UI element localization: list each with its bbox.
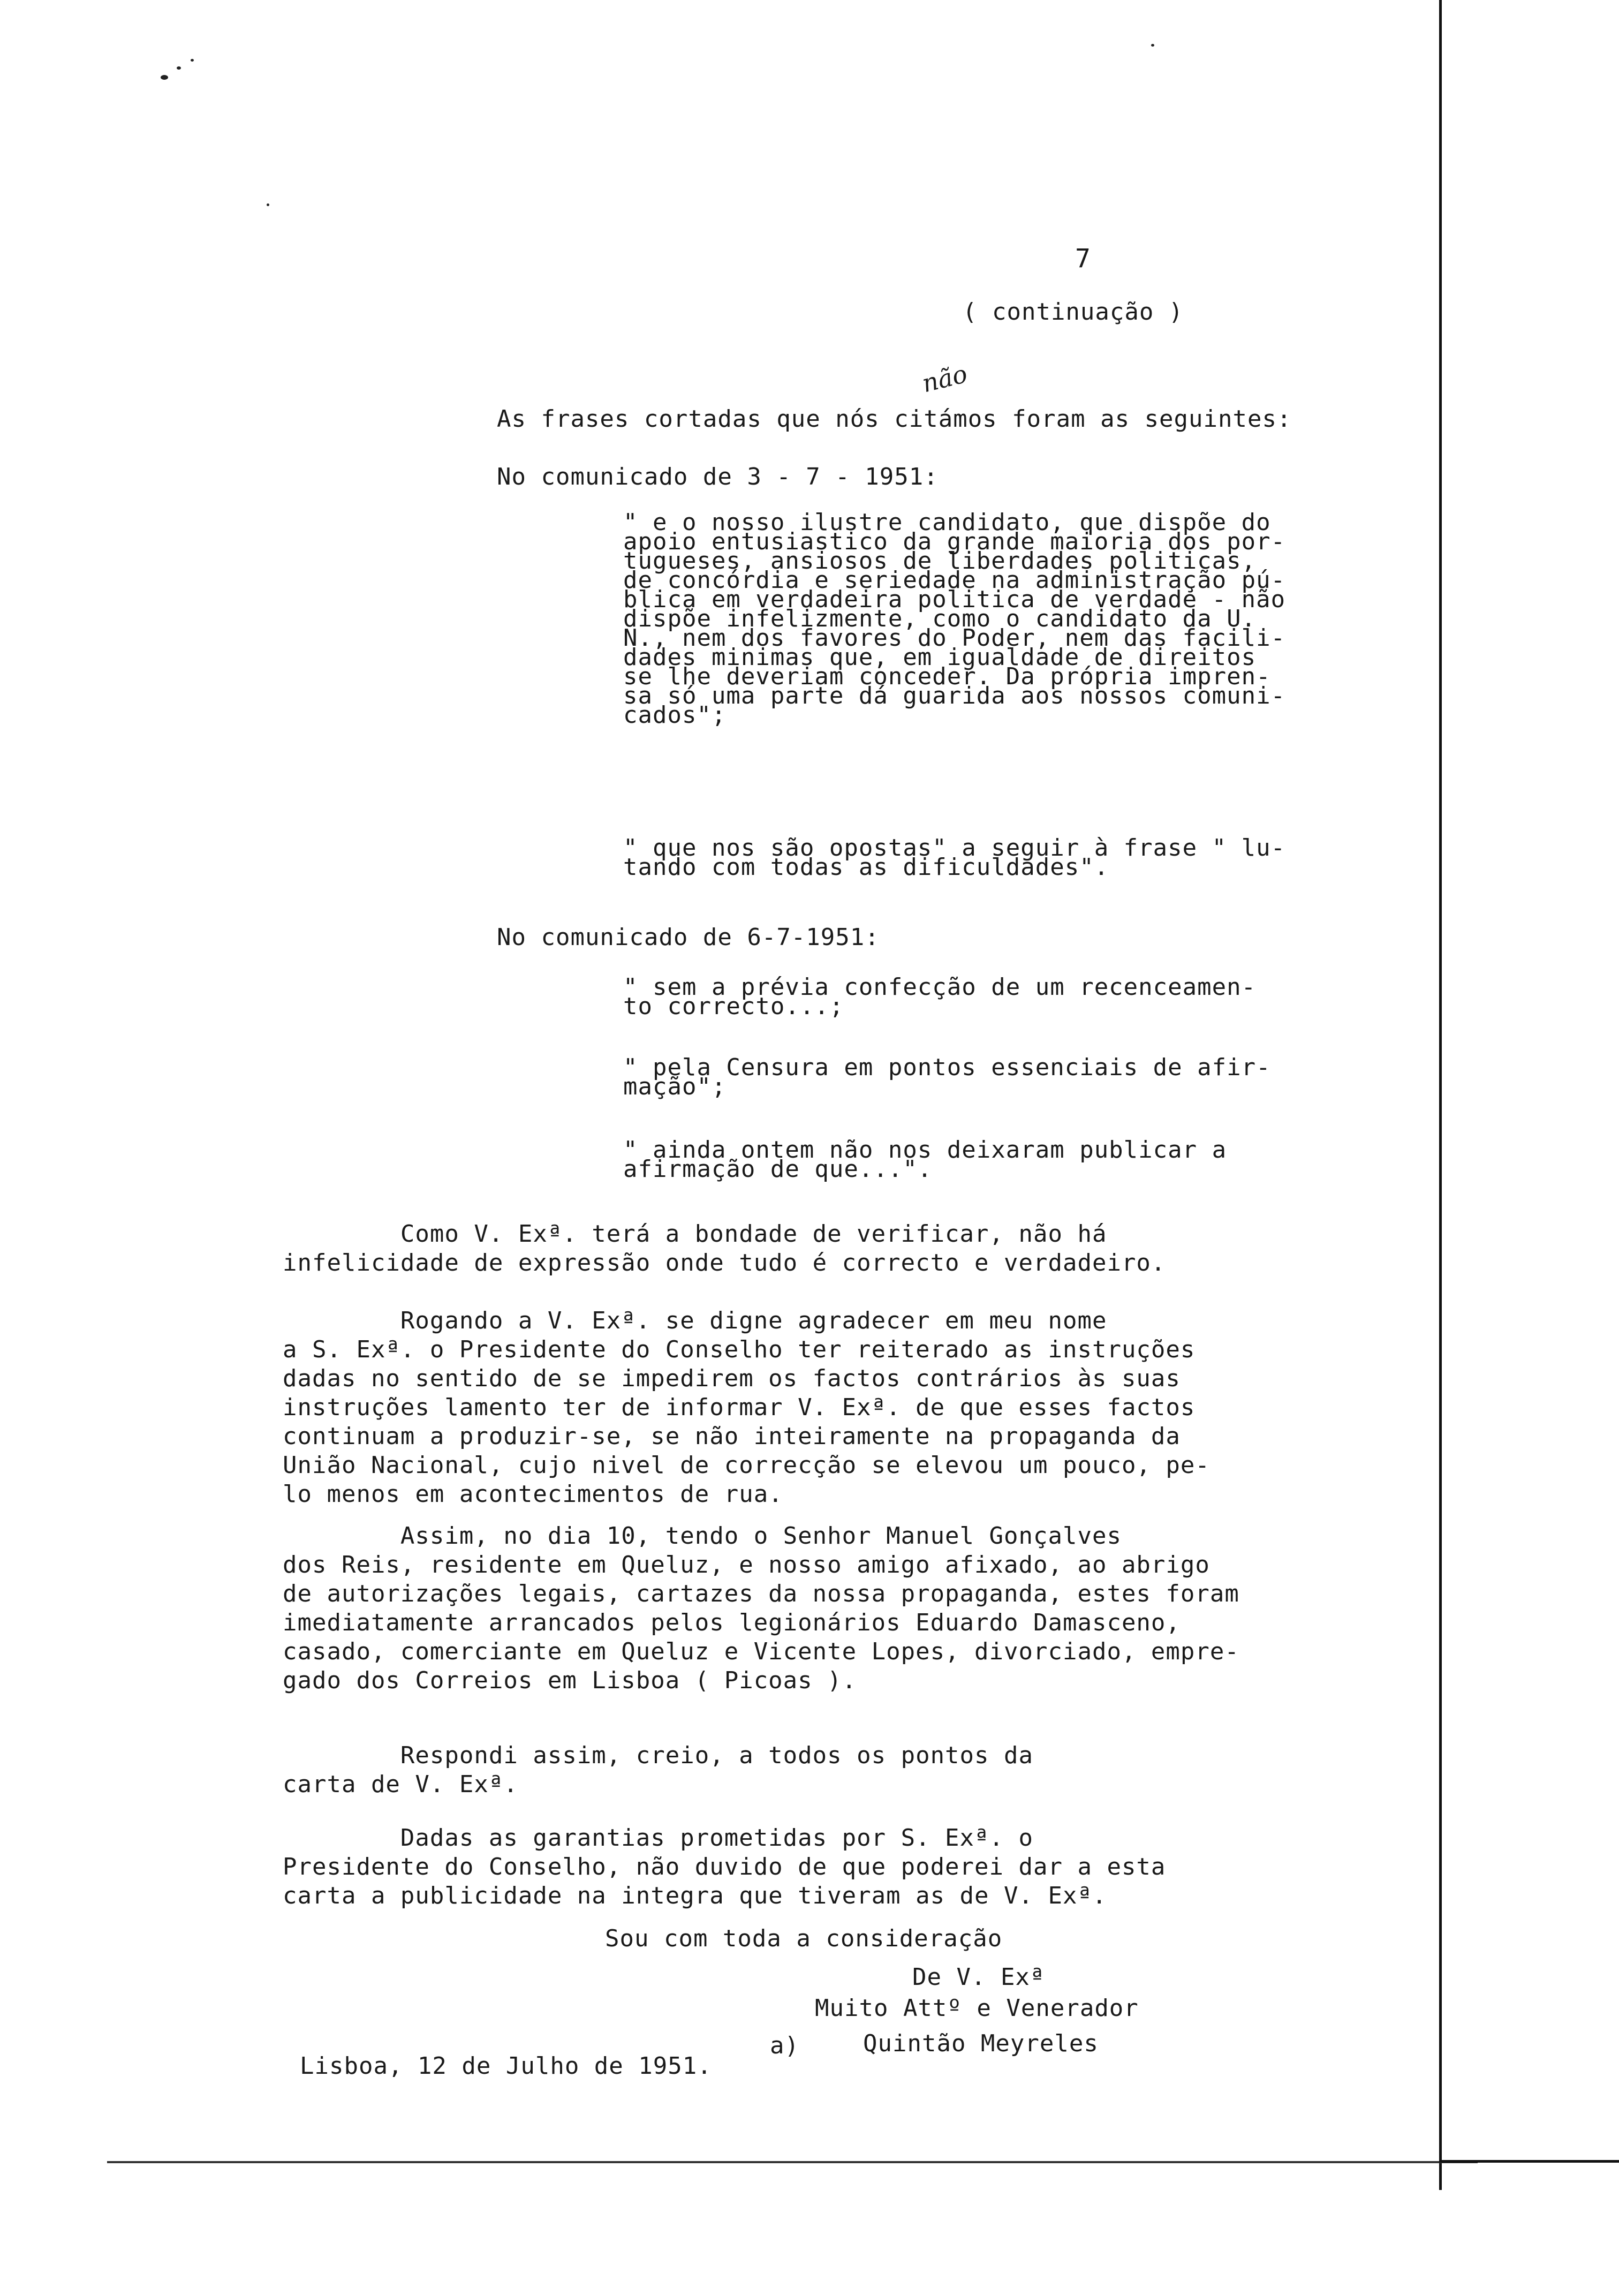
text-line: " que nos são opostas" a seguir à frase " lu- [623, 834, 1286, 862]
handwritten-insert: não [919, 359, 971, 398]
text-line: " sem a prévia confecção de um recenceamen- [623, 973, 1257, 1001]
text-line: N., nem dos favores do Poder, nem das facili- [623, 624, 1286, 652]
text-line: cados"; [623, 701, 727, 729]
text-line: Respondi assim, creio, a todos os pontos da [283, 1742, 1034, 1769]
ink-speck [161, 75, 168, 80]
text-line: apoio entusiastico da grande maioria dos por- [623, 528, 1286, 555]
text-line: carta de V. Exª. [283, 1771, 518, 1798]
text-line: Dadas as garantias prometidas por S. Exª. o [283, 1824, 1034, 1852]
text-line: dos Reis, residente em Queluz, e nosso amigo afixado, ao abrigo [283, 1551, 1210, 1578]
bottom-rule [107, 2161, 1478, 2163]
ink-speck [191, 59, 194, 62]
text-line: instruções lamento ter de informar V. Exª. de que esses factos [283, 1394, 1196, 1421]
text-line: dispõe infelizmente, como o candidato da U. [623, 605, 1257, 632]
continuation-label: ( continuação ) [963, 298, 1184, 326]
date-line: Lisboa, 12 de Julho de 1951. [300, 2052, 712, 2080]
text-line: imediatamente arrancados pelos legionários Eduardo Damasceno, [283, 1609, 1181, 1636]
communique-2-heading: No comunicado de 6-7-1951: [497, 924, 880, 951]
ink-speck [1151, 44, 1154, 47]
salutation: Sou com toda a consideração [605, 1925, 1003, 1952]
text-line: Presidente do Conselho, não duvido de que poderei dar a esta [283, 1853, 1166, 1880]
ink-speck [177, 66, 181, 70]
text-line: Como V. Exª. terá a bondade de verificar, não há [283, 1220, 1107, 1248]
text-line: Rogando a V. Exª. se digne agradecer em meu nome [283, 1307, 1107, 1334]
text-line: tugueses, ansiosos de liberdades politicas, [623, 547, 1257, 575]
text-line: Assim, no dia 10, tendo o Senhor Manuel Gonçalves [283, 1522, 1122, 1550]
signature-mark: a) [770, 2032, 799, 2059]
text-line: a S. Exª. o Presidente do Conselho ter reiterado as instruções [283, 1336, 1196, 1363]
closing-line-2: Muito Attº e Venerador [815, 1995, 1139, 2022]
text-line: se lhe deveriam conceder. Da própria impren- [623, 663, 1271, 690]
text-line: de concórdia e seriedade na administração pú- [623, 567, 1286, 594]
text-line: tando com todas as dificuldades". [623, 854, 1109, 881]
text-line: de autorizações legais, cartazes da nossa propaganda, estes foram [283, 1580, 1239, 1607]
text-line: " pela Censura em pontos essenciais de afir- [623, 1054, 1271, 1081]
text-line: dades minimas que, em igualdade de direitos [623, 644, 1257, 671]
text-line: " e o nosso ilustre candidato, que dispõe do [623, 509, 1271, 536]
intro-line: As frases cortadas que nós citámos foram as seguintes: [497, 405, 1292, 433]
closing-line-1: De V. Exª [912, 1963, 1045, 1991]
text-line: lo menos em acontecimentos de rua. [283, 1481, 783, 1508]
text-line: continuam a produzir-se, se não inteiramente na propaganda da [283, 1423, 1181, 1450]
signature: Quintão Meyreles [863, 2030, 1099, 2057]
page-edge-line [1439, 0, 1442, 2190]
text-line: to correcto...; [623, 993, 844, 1020]
text-line: blica em verdadeira politica de verdade - não [623, 586, 1286, 613]
text-line: gado dos Correios em Lisboa ( Picoas ). [283, 1667, 857, 1694]
ink-speck [267, 203, 269, 206]
communique-1-heading: No comunicado de 3 - 7 - 1951: [497, 463, 939, 490]
text-line: sa só uma parte dá guarida aos nossos comuni- [623, 682, 1286, 709]
text-line: carta a publicidade na integra que tiveram as de V. Exª. [283, 1882, 1107, 1909]
text-line: dadas no sentido de se impedirem os factos contrários às suas [283, 1365, 1181, 1392]
text-line: infelicidade de expressão onde tudo é correcto e verdadeiro. [283, 1249, 1166, 1277]
text-line: União Nacional, cujo nivel de correcção se elevou um pouco, pe- [283, 1452, 1210, 1479]
text-line: " ainda ontem não nos deixaram publicar a [623, 1136, 1227, 1164]
text-line: mação"; [623, 1073, 727, 1100]
text-line: casado, comerciante em Queluz e Vicente Lopes, divorciado, empre- [283, 1638, 1239, 1665]
text-line: afirmação de que...". [623, 1155, 933, 1183]
bottom-rule-right [1439, 2160, 1619, 2163]
page-number: 7 [1075, 244, 1091, 274]
